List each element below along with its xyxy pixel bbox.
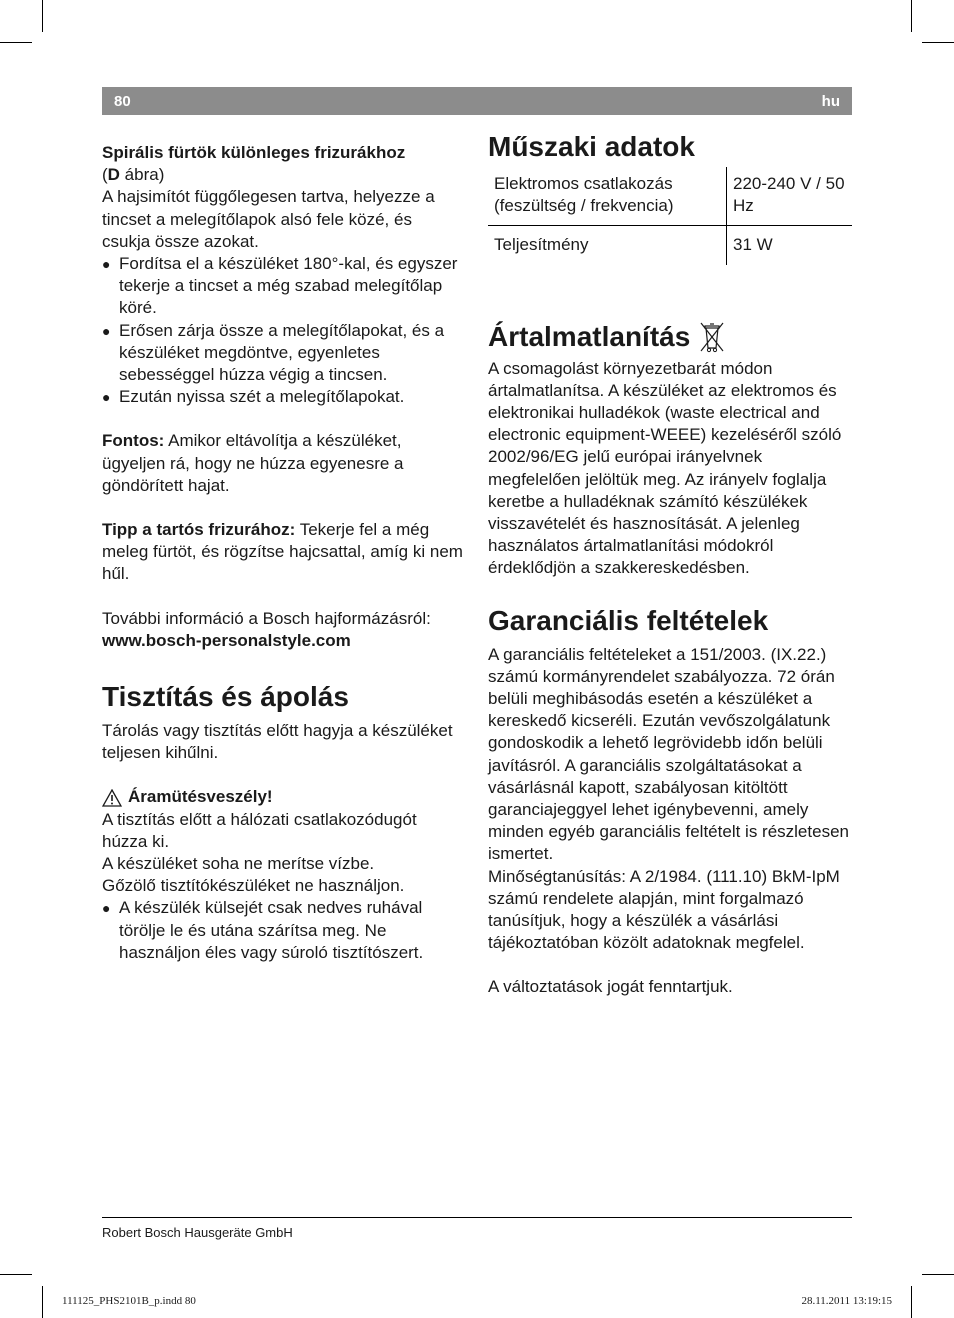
tip-note [102, 519, 464, 586]
warning-line: Gőzölő tisztítókészüléket ne használjon. [102, 876, 405, 896]
cleaning-heading: Tisztítás és ápolás [102, 681, 349, 713]
disposal-text: A csomagolást környezetbarát módon ártalmatlanítsa. A készüléket az elektromos és elektronikai hulladékok (waste electrical and electronic equipment-WEEE) kezeléséről szóló 2002/96/EG jelű európai irányelvnek megfelelően jelöltük meg. Az irányelv foglalja keretbe a hulladéknak számító készülékek visszavételét és hasznosítását. A jelenleg használatos ártalmatlanítási módokról érdeklődjön a szakkereskedésben. [488, 358, 842, 578]
table-cell-value: 220-240 V / 50 Hz [727, 167, 853, 226]
more-info-text: További információ a Bosch hajformázásról: [102, 608, 431, 628]
list-item: ● Fordítsa el a készüléket 180°-kal, és egyszer tekerje a tincset a még szabad melegítőlap köré. [102, 253, 464, 320]
disposal-heading-row [488, 320, 853, 354]
spiral-ref-rest: ábra) [119, 165, 165, 185]
important-text: Amikor eltávolítja a készüléket, ügyeljen rá, hogy ne húzza egyenesre a göndörített hajat. [102, 431, 404, 495]
spiral-ref-open: ( [102, 165, 108, 185]
language-code: hu [821, 93, 840, 110]
crop-mark [42, 1286, 43, 1318]
cleaning-intro: Tárolás vagy tisztítás előtt hagyja a készüléket teljesen kihűlni. [102, 721, 453, 763]
crop-mark [922, 42, 954, 43]
figure-letter: D [107, 165, 120, 185]
table-cell-value: 31 W [727, 226, 853, 265]
crop-mark [911, 0, 912, 32]
right-column [488, 130, 853, 999]
footer-divider [102, 1217, 852, 1218]
warning-line: A tisztítás előtt a hálózati csatlakozódugót húzza ki. [102, 809, 417, 851]
table-cell-label: Elektromos csatlakozás (feszültség / frekvencia) [488, 167, 727, 226]
table-row [488, 167, 852, 226]
warranty-heading: Garanciális feltételek [488, 604, 769, 636]
disposal-heading: Ártalmatlanítás [488, 320, 691, 352]
tech-heading: Műszaki adatok [488, 131, 695, 162]
crop-mark [0, 42, 32, 43]
crossed-out-bin-icon [698, 320, 726, 354]
footer-file-info: 111125_PHS2101B_p.indd 80 [62, 1295, 196, 1307]
list-item: ● A készülék külsejét csak nedves ruhával törölje le és utána szárítsa meg. Ne használjon éles vagy súroló tisztítószert. [102, 897, 464, 964]
changes-text: A változtatások jogát fenntartjuk. [488, 977, 733, 997]
important-note [102, 430, 464, 497]
spiral-figure-ref [102, 164, 464, 186]
crop-mark [911, 1286, 912, 1318]
spiral-intro: A hajsimítót függőlegesen tartva, helyezze a tincset a melegítőlapok alsó fele közé, és csukja össze azokat. [102, 187, 435, 251]
crop-mark [42, 0, 43, 32]
warning-line: A készüléket soha ne merítse vízbe. [102, 854, 375, 874]
table-cell-label: Teljesítmény [494, 235, 589, 255]
list-item: ● Erősen zárja össze a melegítőlapokat, és a készüléket megdöntve, egyenletes sebességgel húzza végig a tincsen. [102, 320, 464, 387]
cleaning-steps-list [102, 897, 464, 964]
spiral-steps-list [102, 253, 464, 408]
warranty-text: A garanciális feltételeket a 151/2003. (IX.22.) számú kormányrendelet szabályozza. 72 órán belüli meghibásodás esetén a készüléket a kereskedő kicseréli. Ezután vevőszolgálatunk gondoskodik a lehető legrövidebb időn belüli javításról. A garanciális szolgáltatásokat a vásárlásnál kapott, szabályosan kitöltött garanciajeggyel lehet igénybevenni, amely minden egyéb garanciális feltételt is részletesen ismertet. [488, 644, 849, 864]
table-row [488, 226, 852, 265]
list-item: ● Ezután nyissa szét a melegítőlapokat. [102, 386, 464, 408]
website-link[interactable]: www.bosch-personalstyle.com [102, 630, 351, 650]
page-number: 80 [114, 93, 131, 110]
footer-company: Robert Bosch Hausgeräte GmbH [102, 1225, 293, 1240]
warning-title: Áramütésveszély! [128, 787, 273, 807]
spiral-title: Spirális fürtök különleges frizurákhoz [102, 143, 406, 162]
quality-text: Minőségtanúsítás: A 2/1984. (111.10) BkM-IpM számú rendelete alapján, mint forgalmazó tanúsítjuk, hogy a készülék a vásárlási tájékoztatóban közölt adatoknak megfelel. [488, 866, 840, 953]
tech-data-table [488, 167, 852, 265]
page-header-bar [102, 87, 852, 115]
left-column [102, 142, 464, 964]
warning-triangle-icon [102, 789, 122, 807]
tip-label: Tipp a tartós frizurához: [102, 520, 296, 540]
footer-timestamp: 28.11.2011 13:19:15 [801, 1295, 892, 1307]
warning-row [102, 786, 464, 808]
important-label: Fontos: [102, 431, 165, 451]
tip-text: Tekerje fel a még meleg fürtöt, és rögzítse hajcsattal, amíg ki nem hűl. [102, 520, 463, 584]
crop-mark [922, 1274, 954, 1275]
crop-mark [0, 1274, 32, 1275]
